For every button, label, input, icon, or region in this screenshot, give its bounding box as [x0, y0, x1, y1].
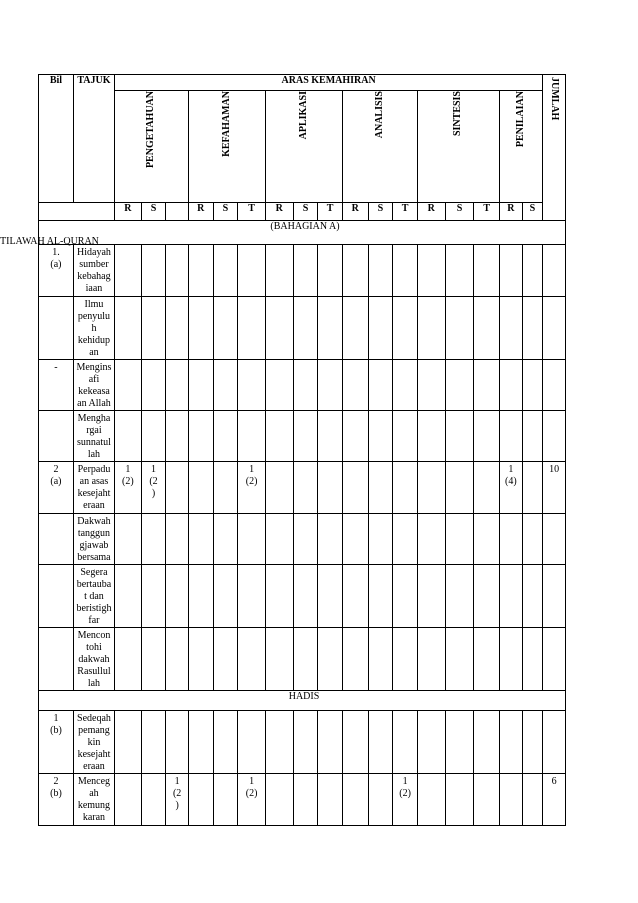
score-cell — [293, 774, 318, 826]
subheader-cell: T — [474, 203, 500, 221]
score-cell — [342, 297, 368, 360]
score-cell — [318, 711, 343, 774]
score-cell — [417, 774, 445, 826]
score-cell — [318, 462, 343, 514]
jumlah-cell — [543, 711, 566, 774]
score-cell — [500, 360, 523, 411]
score-cell — [318, 411, 343, 462]
level-header-cell — [417, 91, 499, 203]
score-cell — [393, 245, 418, 297]
subheader-cell — [166, 203, 189, 221]
score-cell — [188, 360, 213, 411]
bil-value: - — [54, 362, 58, 373]
section-a-row — [39, 221, 566, 245]
score-cell — [500, 565, 523, 628]
score-cell — [213, 514, 238, 565]
score-cell — [213, 565, 238, 628]
level-header-penilaian: PENILAIAN — [515, 91, 527, 148]
score-cell — [141, 462, 166, 514]
score-cell — [500, 462, 523, 514]
score-cell — [474, 245, 500, 297]
score-cell — [393, 774, 418, 826]
score-cell — [188, 297, 213, 360]
score-cell — [368, 245, 393, 297]
jumlah-header-cell — [543, 75, 566, 221]
bil-cell — [39, 514, 74, 565]
score-cell — [166, 628, 189, 691]
score-cell — [500, 628, 523, 691]
score-cell — [445, 462, 474, 514]
level-header-cell — [115, 91, 189, 203]
score-cell — [393, 462, 418, 514]
score-cell — [265, 711, 293, 774]
topic-label: Dakwah tanggun gjawab bersama — [77, 516, 111, 563]
score-cell — [522, 565, 543, 628]
bil-cell — [39, 774, 74, 826]
score-cell — [445, 628, 474, 691]
score-cell — [213, 711, 238, 774]
score-cell — [166, 297, 189, 360]
score-value: 1 (2) — [245, 776, 258, 799]
score-cell — [393, 297, 418, 360]
score-cell — [368, 565, 393, 628]
score-cell — [115, 297, 142, 360]
score-cell — [141, 628, 166, 691]
score-cell — [141, 565, 166, 628]
table-row — [39, 411, 566, 462]
topic-label: Menceg ah kemung karan — [77, 776, 111, 823]
score-cell — [141, 411, 166, 462]
score-cell — [265, 360, 293, 411]
bil-header: Bil — [39, 75, 74, 203]
score-cell — [188, 774, 213, 826]
score-cell — [522, 411, 543, 462]
bil-value: 1 (b) — [50, 713, 62, 736]
score-cell — [522, 360, 543, 411]
score-cell — [238, 514, 266, 565]
table-row — [39, 245, 566, 297]
score-cell — [445, 774, 474, 826]
bil-cell — [39, 711, 74, 774]
subheader-cell: S — [522, 203, 543, 221]
score-cell — [293, 462, 318, 514]
jumlah-cell — [543, 360, 566, 411]
score-value: 1 (2) — [399, 776, 411, 799]
score-cell — [417, 360, 445, 411]
score-cell — [213, 628, 238, 691]
score-cell — [293, 711, 318, 774]
score-cell — [115, 565, 142, 628]
score-cell — [213, 245, 238, 297]
jumlah-cell — [543, 628, 566, 691]
score-cell — [318, 297, 343, 360]
score-cell — [293, 245, 318, 297]
score-cell — [342, 245, 368, 297]
score-cell — [213, 297, 238, 360]
section-a-subtitle: TILAWAH AL-QURAN — [0, 236, 99, 247]
subheader-cell: T — [393, 203, 418, 221]
tajuk-cell — [73, 462, 114, 514]
jumlah-cell — [543, 774, 566, 826]
score-cell — [265, 462, 293, 514]
score-cell — [318, 628, 343, 691]
subheader-cell: R — [417, 203, 445, 221]
score-cell — [115, 628, 142, 691]
bil-cell — [39, 411, 74, 462]
score-cell — [417, 565, 445, 628]
table-row — [39, 297, 566, 360]
score-cell — [166, 245, 189, 297]
table-row — [39, 565, 566, 628]
score-cell — [445, 565, 474, 628]
score-cell — [522, 711, 543, 774]
subheader-cell: R — [115, 203, 142, 221]
score-cell — [522, 628, 543, 691]
score-cell — [293, 628, 318, 691]
score-cell — [188, 462, 213, 514]
score-value: 1 (4) — [504, 464, 517, 487]
subheader-cell: S — [368, 203, 393, 221]
table-row — [39, 628, 566, 691]
score-cell — [265, 628, 293, 691]
bil-cell — [39, 628, 74, 691]
tajuk-cell — [73, 514, 114, 565]
section-a-title: (BAHAGIAN A) — [270, 221, 340, 232]
score-cell — [445, 411, 474, 462]
score-cell — [500, 711, 523, 774]
score-cell — [293, 514, 318, 565]
jumlah-cell — [543, 462, 566, 514]
score-cell — [474, 360, 500, 411]
score-cell — [265, 297, 293, 360]
score-cell — [393, 411, 418, 462]
table-row — [39, 711, 566, 774]
level-header-cell — [265, 91, 342, 203]
score-cell — [293, 411, 318, 462]
score-cell — [474, 774, 500, 826]
jumlah-cell — [543, 245, 566, 297]
tajuk-cell — [73, 245, 114, 297]
score-cell — [522, 774, 543, 826]
topic-label: Sedeqah pemang kin kesejaht eraan — [77, 713, 111, 772]
table-row — [39, 514, 566, 565]
score-cell — [522, 297, 543, 360]
score-cell — [265, 411, 293, 462]
score-cell — [368, 297, 393, 360]
score-cell — [318, 774, 343, 826]
score-cell — [166, 360, 189, 411]
score-cell — [166, 462, 189, 514]
score-cell — [500, 411, 523, 462]
score-cell — [188, 411, 213, 462]
score-cell — [265, 565, 293, 628]
subheader-cell: R — [500, 203, 523, 221]
score-cell — [238, 360, 266, 411]
score-cell — [393, 565, 418, 628]
score-cell — [238, 565, 266, 628]
level-row — [39, 91, 566, 203]
score-cell — [393, 711, 418, 774]
subheader-cell: S — [141, 203, 166, 221]
score-cell — [368, 360, 393, 411]
bil-cell — [39, 245, 74, 297]
score-cell — [417, 711, 445, 774]
tajuk-cell — [73, 360, 114, 411]
assessment-table-sheet — [38, 74, 566, 823]
score-cell — [417, 514, 445, 565]
bil-value: 2 (a) — [50, 464, 62, 487]
score-cell — [166, 411, 189, 462]
score-cell — [522, 514, 543, 565]
score-cell — [141, 360, 166, 411]
score-cell — [141, 711, 166, 774]
level-header-cell — [188, 91, 265, 203]
subheader-cell: T — [318, 203, 343, 221]
score-cell — [213, 411, 238, 462]
aras-kemahiran-header: ARAS KEMAHIRAN — [115, 75, 543, 91]
level-header-cell — [500, 91, 543, 203]
score-cell — [166, 711, 189, 774]
bil-value: 2 (b) — [50, 776, 62, 799]
score-cell — [238, 462, 266, 514]
tajuk-cell — [73, 628, 114, 691]
section-a-cell — [39, 221, 566, 245]
subheader-row — [39, 203, 566, 221]
score-cell — [500, 774, 523, 826]
tajuk-cell — [73, 774, 114, 826]
score-cell — [474, 565, 500, 628]
jumlah-value: 6 — [551, 776, 557, 787]
topic-label: Segera bertauba t dan beristigh far — [76, 567, 112, 626]
score-cell — [213, 774, 238, 826]
subheader-cell: S — [213, 203, 238, 221]
subheader-cell: T — [238, 203, 266, 221]
tajuk-cell — [73, 411, 114, 462]
score-cell — [213, 462, 238, 514]
score-cell — [238, 297, 266, 360]
score-cell — [188, 565, 213, 628]
score-cell — [166, 565, 189, 628]
score-value: 1 (2 ) — [149, 464, 158, 499]
score-cell — [238, 628, 266, 691]
score-cell — [141, 245, 166, 297]
subheader-cell: R — [342, 203, 368, 221]
score-cell — [318, 245, 343, 297]
score-cell — [115, 774, 142, 826]
score-cell — [500, 297, 523, 360]
score-cell — [115, 514, 142, 565]
bil-value: 1. (a) — [50, 247, 62, 270]
tajuk-cell — [73, 565, 114, 628]
score-cell — [342, 565, 368, 628]
score-cell — [342, 774, 368, 826]
score-cell — [368, 628, 393, 691]
score-cell — [445, 514, 474, 565]
score-cell — [445, 711, 474, 774]
score-cell — [393, 514, 418, 565]
subheader-cell: S — [293, 203, 318, 221]
score-cell — [238, 245, 266, 297]
score-cell — [474, 514, 500, 565]
level-header-cell — [342, 91, 417, 203]
score-cell — [342, 462, 368, 514]
table-row — [39, 360, 566, 411]
score-cell — [265, 245, 293, 297]
score-cell — [115, 411, 142, 462]
score-cell — [166, 514, 189, 565]
score-cell — [417, 462, 445, 514]
jumlah-cell — [543, 565, 566, 628]
score-cell — [474, 411, 500, 462]
jumlah-cell — [543, 297, 566, 360]
score-cell — [417, 411, 445, 462]
table-row — [39, 462, 566, 514]
tajuk-cell — [73, 711, 114, 774]
score-cell — [342, 360, 368, 411]
jumlah-cell — [543, 514, 566, 565]
score-cell — [522, 462, 543, 514]
score-cell — [368, 711, 393, 774]
score-cell — [417, 245, 445, 297]
score-cell — [368, 411, 393, 462]
score-value: 1 (2) — [122, 464, 134, 487]
score-cell — [188, 711, 213, 774]
score-value: 1 (2) — [245, 464, 258, 487]
score-cell — [115, 711, 142, 774]
bil-cell — [39, 565, 74, 628]
score-cell — [368, 774, 393, 826]
topic-label: Ilmu penyulu h kehidup an — [77, 299, 111, 358]
aras-kemahiran-table — [38, 74, 566, 826]
score-cell — [188, 245, 213, 297]
topic-label: Mengha rgai sunnatul lah — [77, 413, 111, 460]
score-cell — [188, 514, 213, 565]
level-header-aplikasi: APLIKASI — [297, 91, 309, 140]
score-cell — [393, 628, 418, 691]
score-cell — [342, 711, 368, 774]
level-header-kefahaman: KEFAHAMAN — [220, 91, 232, 157]
tajuk-cell — [73, 297, 114, 360]
score-cell — [166, 774, 189, 826]
score-cell — [238, 411, 266, 462]
topic-label: Hidayah sumber kebahag iaan — [77, 247, 111, 294]
score-cell — [115, 360, 142, 411]
score-cell — [445, 297, 474, 360]
level-header-analisis: ANALISIS — [373, 91, 385, 139]
tajuk-header: TAJUK — [73, 75, 114, 203]
subheader-cell: R — [265, 203, 293, 221]
score-cell — [115, 462, 142, 514]
table-row — [39, 774, 566, 826]
score-cell — [522, 245, 543, 297]
subheader-cell: R — [188, 203, 213, 221]
score-cell — [238, 711, 266, 774]
score-cell — [342, 628, 368, 691]
score-cell — [318, 565, 343, 628]
score-cell — [445, 245, 474, 297]
jumlah-value: 10 — [549, 464, 560, 475]
bil-cell — [39, 360, 74, 411]
bil-cell — [39, 462, 74, 514]
score-cell — [342, 514, 368, 565]
score-cell — [293, 360, 318, 411]
score-cell — [318, 360, 343, 411]
section-hadis-row — [39, 691, 566, 711]
score-cell — [265, 774, 293, 826]
score-cell — [368, 514, 393, 565]
score-cell — [213, 360, 238, 411]
subheader-blank — [39, 203, 115, 221]
score-cell — [500, 245, 523, 297]
score-value: 1 (2 ) — [172, 776, 182, 811]
topic-label: Mencon tohi dakwah Rasullul lah — [77, 630, 111, 689]
section-hadis-cell — [39, 691, 566, 711]
section-hadis-title: HADIS — [288, 691, 320, 702]
jumlah-cell — [543, 411, 566, 462]
score-cell — [368, 462, 393, 514]
score-cell — [474, 462, 500, 514]
score-cell — [318, 514, 343, 565]
score-cell — [474, 297, 500, 360]
score-cell — [500, 514, 523, 565]
score-cell — [141, 297, 166, 360]
level-header-pengetahuan: PENGETAHUAN — [145, 91, 157, 169]
score-cell — [141, 774, 166, 826]
score-cell — [265, 514, 293, 565]
score-cell — [474, 711, 500, 774]
score-cell — [141, 514, 166, 565]
header-row — [39, 75, 566, 91]
bil-cell — [39, 297, 74, 360]
score-cell — [293, 297, 318, 360]
jumlah-header: JUMLAH — [549, 77, 561, 121]
score-cell — [342, 411, 368, 462]
score-cell — [393, 360, 418, 411]
topic-label: Perpadu an asas kesejaht eraan — [77, 464, 111, 511]
score-cell — [293, 565, 318, 628]
score-cell — [417, 628, 445, 691]
score-cell — [445, 360, 474, 411]
score-cell — [417, 297, 445, 360]
topic-label: Mengins afi kekeasa an Allah — [76, 362, 112, 409]
score-cell — [238, 774, 266, 826]
score-cell — [474, 628, 500, 691]
subheader-cell: S — [445, 203, 474, 221]
level-header-sintesis: SINTESIS — [452, 91, 464, 137]
score-cell — [188, 628, 213, 691]
score-cell — [115, 245, 142, 297]
